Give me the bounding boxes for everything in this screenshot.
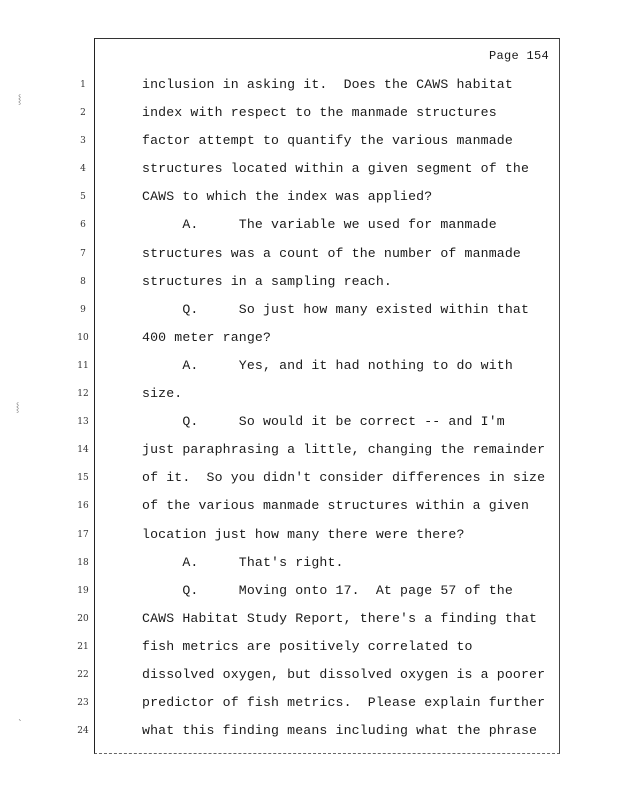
line-number: 1 (80, 80, 86, 90)
line-text: A. Yes, and it had nothing to do with (142, 357, 513, 373)
scan-artifact-bottom: ˎ (18, 712, 23, 722)
line-text: CAWS Habitat Study Report, there's a finding that (142, 610, 538, 626)
line-number: 4 (80, 164, 86, 175)
transcript-line (80, 155, 559, 183)
transcript-line (77, 436, 559, 464)
line-text: predictor of fish metrics. Please explain further (142, 695, 546, 711)
line-text: inclusion in asking it. Does the CAWS habitat (142, 77, 513, 92)
transcript-line (77, 324, 559, 352)
line-text: what this finding means including what the phrase (142, 723, 538, 739)
line-number: 2 (80, 108, 86, 119)
line-text: structures was a count of the number of manmade (142, 245, 521, 261)
line-number: 15 (77, 473, 89, 484)
line-number: 22 (77, 669, 89, 680)
line-text: CAWS to which the index was applied? (142, 189, 433, 205)
transcript-line (77, 605, 559, 633)
line-text: structures located within a given segment of the (142, 161, 530, 177)
line-text: fish metrics are positively correlated to (142, 638, 473, 654)
line-number: 24 (77, 726, 89, 737)
line-text: Q. Moving onto 17. At page 57 of the (142, 582, 513, 598)
transcript-line (77, 464, 559, 492)
scan-artifact-middle: ⸾ (16, 403, 20, 413)
transcript-line (80, 183, 559, 211)
transcript-line (77, 717, 559, 745)
transcript-line (80, 71, 559, 99)
transcript-line (77, 380, 559, 408)
transcript-line (77, 521, 559, 549)
line-number: 17 (77, 529, 89, 540)
line-number: 3 (80, 136, 86, 147)
transcript-line (77, 661, 559, 689)
line-text: Q. So just how many existed within that (142, 301, 530, 317)
transcript-line (77, 492, 559, 520)
line-text: size. (142, 386, 183, 402)
page-number: Page 154 (488, 49, 549, 63)
line-text: location just how many there were there? (142, 526, 465, 542)
transcript-line (80, 268, 559, 296)
transcript-line (80, 99, 559, 127)
line-text: structures in a sampling reach. (142, 273, 392, 289)
transcript-line (77, 352, 559, 380)
transcript-page (77, 38, 560, 754)
line-number: 14 (77, 445, 89, 456)
line-number: 6 (80, 220, 86, 231)
line-text: just paraphrasing a little, changing the remainder (142, 442, 546, 458)
line-number: 21 (77, 641, 89, 652)
line-number: 19 (77, 585, 89, 596)
line-number: 13 (77, 417, 89, 428)
line-number: 16 (77, 501, 89, 512)
line-text: index with respect to the manmade structures (142, 105, 497, 121)
line-number: 20 (77, 613, 89, 624)
line-number: 5 (80, 192, 86, 203)
line-text: of the various manmade structures within a given (142, 498, 530, 514)
line-text: A. The variable we used for manmade (142, 217, 497, 233)
line-text: of it. So you didn't consider differences in size (142, 470, 546, 486)
line-number: 8 (80, 276, 86, 287)
line-number: 12 (77, 389, 89, 400)
transcript-line (77, 549, 559, 577)
transcript-line (77, 633, 559, 661)
transcript-line (77, 689, 559, 717)
transcript-line (80, 127, 559, 155)
line-number: 7 (80, 248, 86, 259)
line-number: 9 (80, 304, 86, 315)
line-number: 10 (77, 332, 89, 343)
transcript-line (77, 577, 559, 605)
line-text: dissolved oxygen, but dissolved oxygen is a poorer (142, 666, 546, 682)
transcript-lines (77, 71, 559, 745)
line-number: 23 (77, 698, 89, 709)
line-number: 11 (77, 360, 89, 371)
line-text: factor attempt to quantify the various manmade (142, 133, 513, 149)
line-text: Q. So would it be correct -- and I'm (142, 414, 505, 430)
scan-artifact-top: ⸾ (18, 95, 22, 105)
transcript-line (77, 408, 559, 436)
line-text: 400 meter range? (142, 329, 272, 345)
line-number: 18 (77, 557, 89, 568)
transcript-line (80, 211, 559, 239)
transcript-line (80, 240, 559, 268)
line-text: A. That's right. (142, 554, 344, 570)
transcript-line (80, 296, 559, 324)
